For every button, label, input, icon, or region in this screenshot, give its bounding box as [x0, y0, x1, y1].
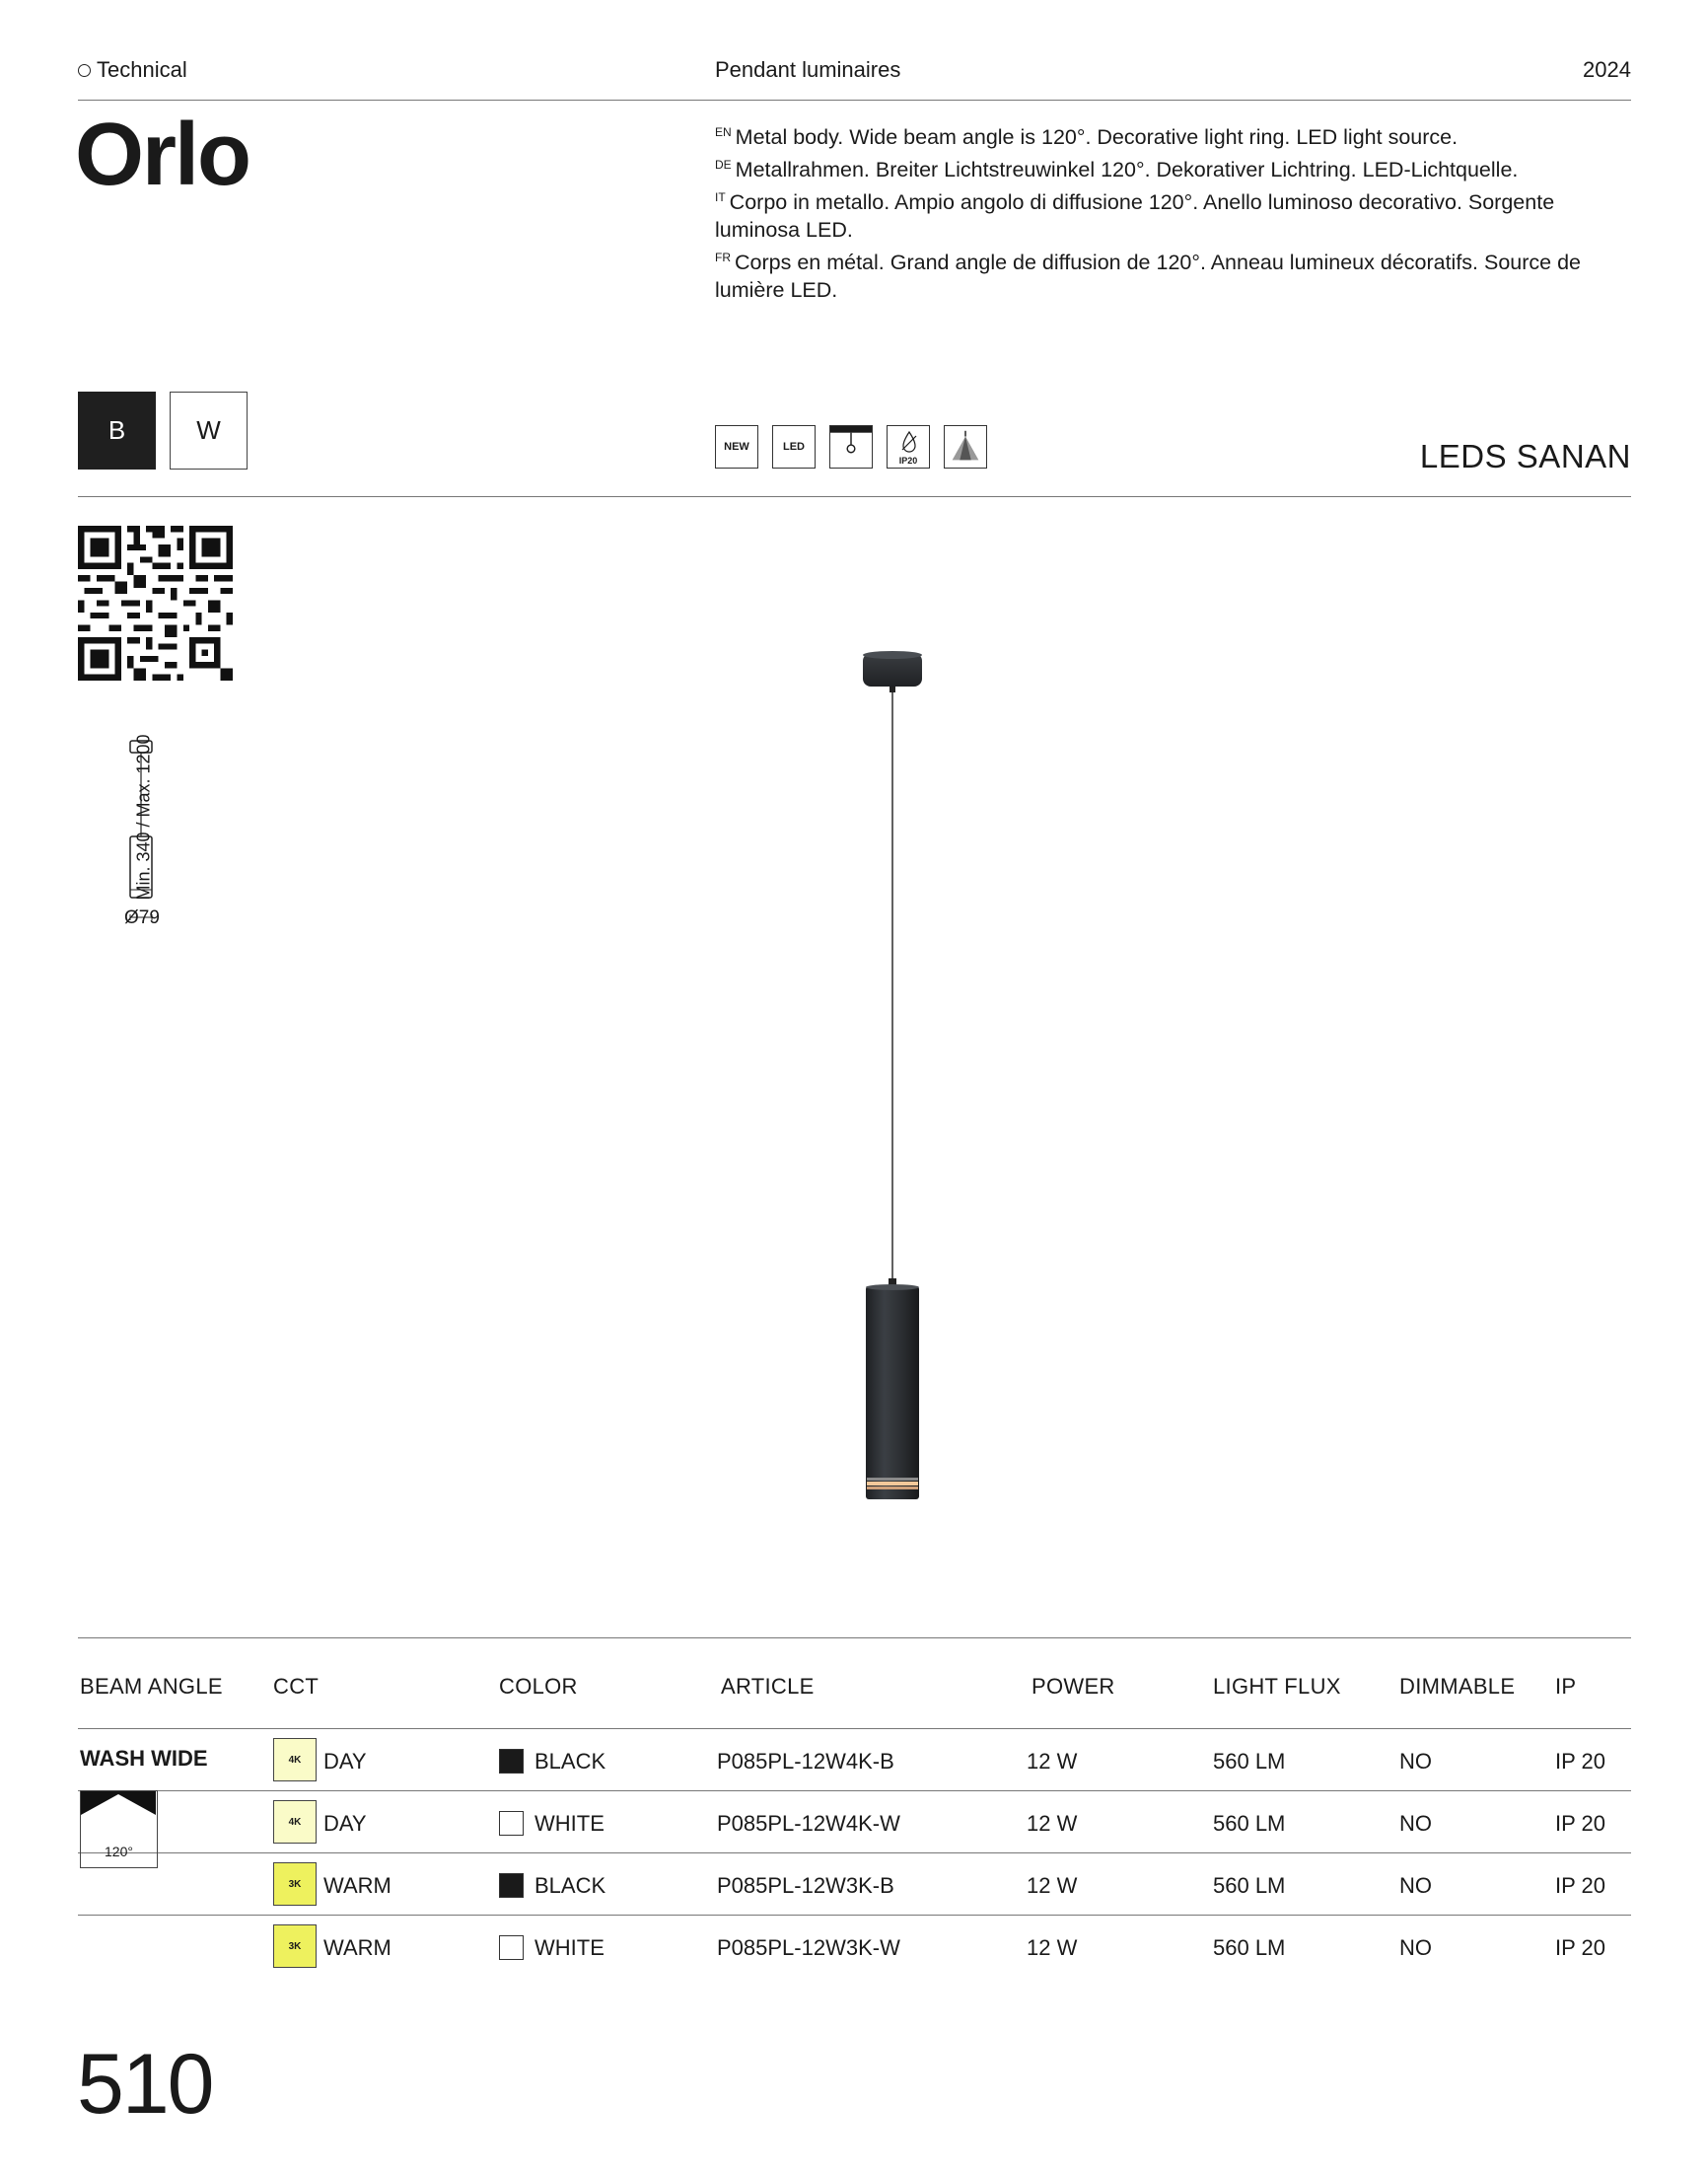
cct-badge: 4K [273, 1738, 317, 1781]
color-swatch [499, 1811, 524, 1836]
flux-value: 560 LM [1213, 1873, 1286, 1898]
cct-label: DAY [323, 1749, 367, 1774]
ip-value: IP 20 [1555, 1935, 1605, 1960]
table-row[interactable] [78, 1853, 1631, 1916]
dimmable-value: NO [1399, 1935, 1432, 1960]
led-badge: LED [772, 425, 816, 469]
description-en [715, 118, 1632, 151]
spec-table [78, 1637, 1631, 1978]
header-color: COLOR [499, 1674, 578, 1699]
lang-tag-it: IT [715, 190, 726, 204]
cct-badge: 3K [273, 1924, 317, 1968]
lang-tag-fr: FR [715, 251, 731, 264]
color-swatch [499, 1749, 524, 1774]
dimension-drawing [83, 738, 181, 935]
description-fr-text: Corps en métal. Grand angle de diffusion de 120°. Anneau lumineux décoratifs. Source de lumière LED. [715, 251, 1581, 302]
lang-tag-de: DE [715, 158, 732, 172]
new-badge: NEW [715, 425, 758, 469]
description-en-text: Metal body. Wide beam angle is 120°. Decorative light ring. LED light source. [735, 125, 1459, 149]
beam-degrees: 120° [105, 1844, 133, 1859]
article-code: P085PL-12W3K-B [717, 1873, 894, 1898]
flux-value: 560 LM [1213, 1811, 1286, 1836]
table-row[interactable] [78, 1729, 1631, 1791]
table-row[interactable] [78, 1791, 1631, 1853]
cct-label: WARM [323, 1935, 391, 1960]
qr-code[interactable] [78, 526, 233, 681]
dimmable-value: NO [1399, 1811, 1432, 1836]
description-de-text: Metallrahmen. Breiter Lichtstreuwinkel 120°. Dekorativer Lichtring. LED-Lichtquelle. [735, 158, 1519, 181]
diameter-label: Ø79 [124, 907, 160, 928]
flux-value: 560 LM [1213, 1935, 1286, 1960]
product-title: Orlo [75, 106, 250, 204]
top-bar [78, 55, 1631, 101]
year-label: 2024 [1583, 57, 1631, 82]
finish-white-swatch[interactable]: W [170, 392, 248, 470]
section-text: Technical [97, 57, 187, 82]
brand-name: LEDS SANAN [1419, 438, 1631, 474]
wide-beam-icon [80, 1790, 158, 1868]
color-swatch [499, 1873, 524, 1898]
color-label: BLACK [534, 1873, 606, 1898]
power-value: 12 W [1027, 1935, 1078, 1960]
ip20-badge [887, 425, 930, 469]
height-dimension-label: Min. 340 / Max. 1200 [133, 734, 154, 901]
power-value: 12 W [1027, 1811, 1078, 1836]
power-value: 12 W [1027, 1873, 1078, 1898]
header-cct: CCT [273, 1674, 320, 1699]
circle-icon [78, 64, 91, 77]
ceiling-mount-icon [829, 425, 873, 469]
description-it [715, 183, 1632, 244]
ip20-label: IP20 [898, 456, 918, 466]
table-row[interactable] [78, 1916, 1631, 1978]
article-code: P085PL-12W4K-B [717, 1749, 894, 1774]
color-label: WHITE [534, 1811, 605, 1836]
beam-angle-name: WASH WIDE [80, 1746, 208, 1771]
ip-value: IP 20 [1555, 1749, 1605, 1774]
ip-value: IP 20 [1555, 1873, 1605, 1898]
flux-value: 560 LM [1213, 1749, 1286, 1774]
header-beam-angle: BEAM ANGLE [80, 1674, 223, 1699]
article-code: P085PL-12W4K-W [717, 1811, 900, 1836]
cct-label: WARM [323, 1873, 391, 1898]
page-number: 510 [77, 2037, 213, 2132]
beam-icon [944, 425, 987, 469]
cct-badge: 3K [273, 1862, 317, 1906]
color-label: BLACK [534, 1749, 606, 1774]
dimmable-value: NO [1399, 1749, 1432, 1774]
header-dimmable: DIMMABLE [1399, 1674, 1516, 1699]
color-swatch [499, 1935, 524, 1960]
article-code: P085PL-12W3K-W [717, 1935, 900, 1960]
cct-badge: 4K [273, 1800, 317, 1844]
description-fr [715, 244, 1632, 304]
feature-badges [715, 425, 987, 469]
section-label [78, 57, 187, 83]
product-image [769, 612, 1065, 1519]
description-it-text: Corpo in metallo. Ampio angolo di diffusione 120°. Anello luminoso decorativo. Sorgente luminosa LED. [715, 190, 1555, 242]
description-de [715, 151, 1632, 183]
table-header [78, 1638, 1631, 1729]
header-ip: IP [1555, 1674, 1577, 1699]
dimmable-value: NO [1399, 1873, 1432, 1898]
color-label: WHITE [534, 1935, 605, 1960]
lang-tag-en: EN [715, 125, 732, 139]
header-light-flux: LIGHT FLUX [1213, 1674, 1341, 1699]
ip-value: IP 20 [1555, 1811, 1605, 1836]
cct-label: DAY [323, 1811, 367, 1836]
header-article: ARTICLE [721, 1674, 815, 1699]
finish-black-swatch[interactable]: B [78, 392, 156, 470]
product-description [715, 118, 1632, 304]
header-power: POWER [1032, 1674, 1115, 1699]
category-label: Pendant luminaires [715, 57, 901, 82]
power-value: 12 W [1027, 1749, 1078, 1774]
divider [78, 496, 1631, 497]
